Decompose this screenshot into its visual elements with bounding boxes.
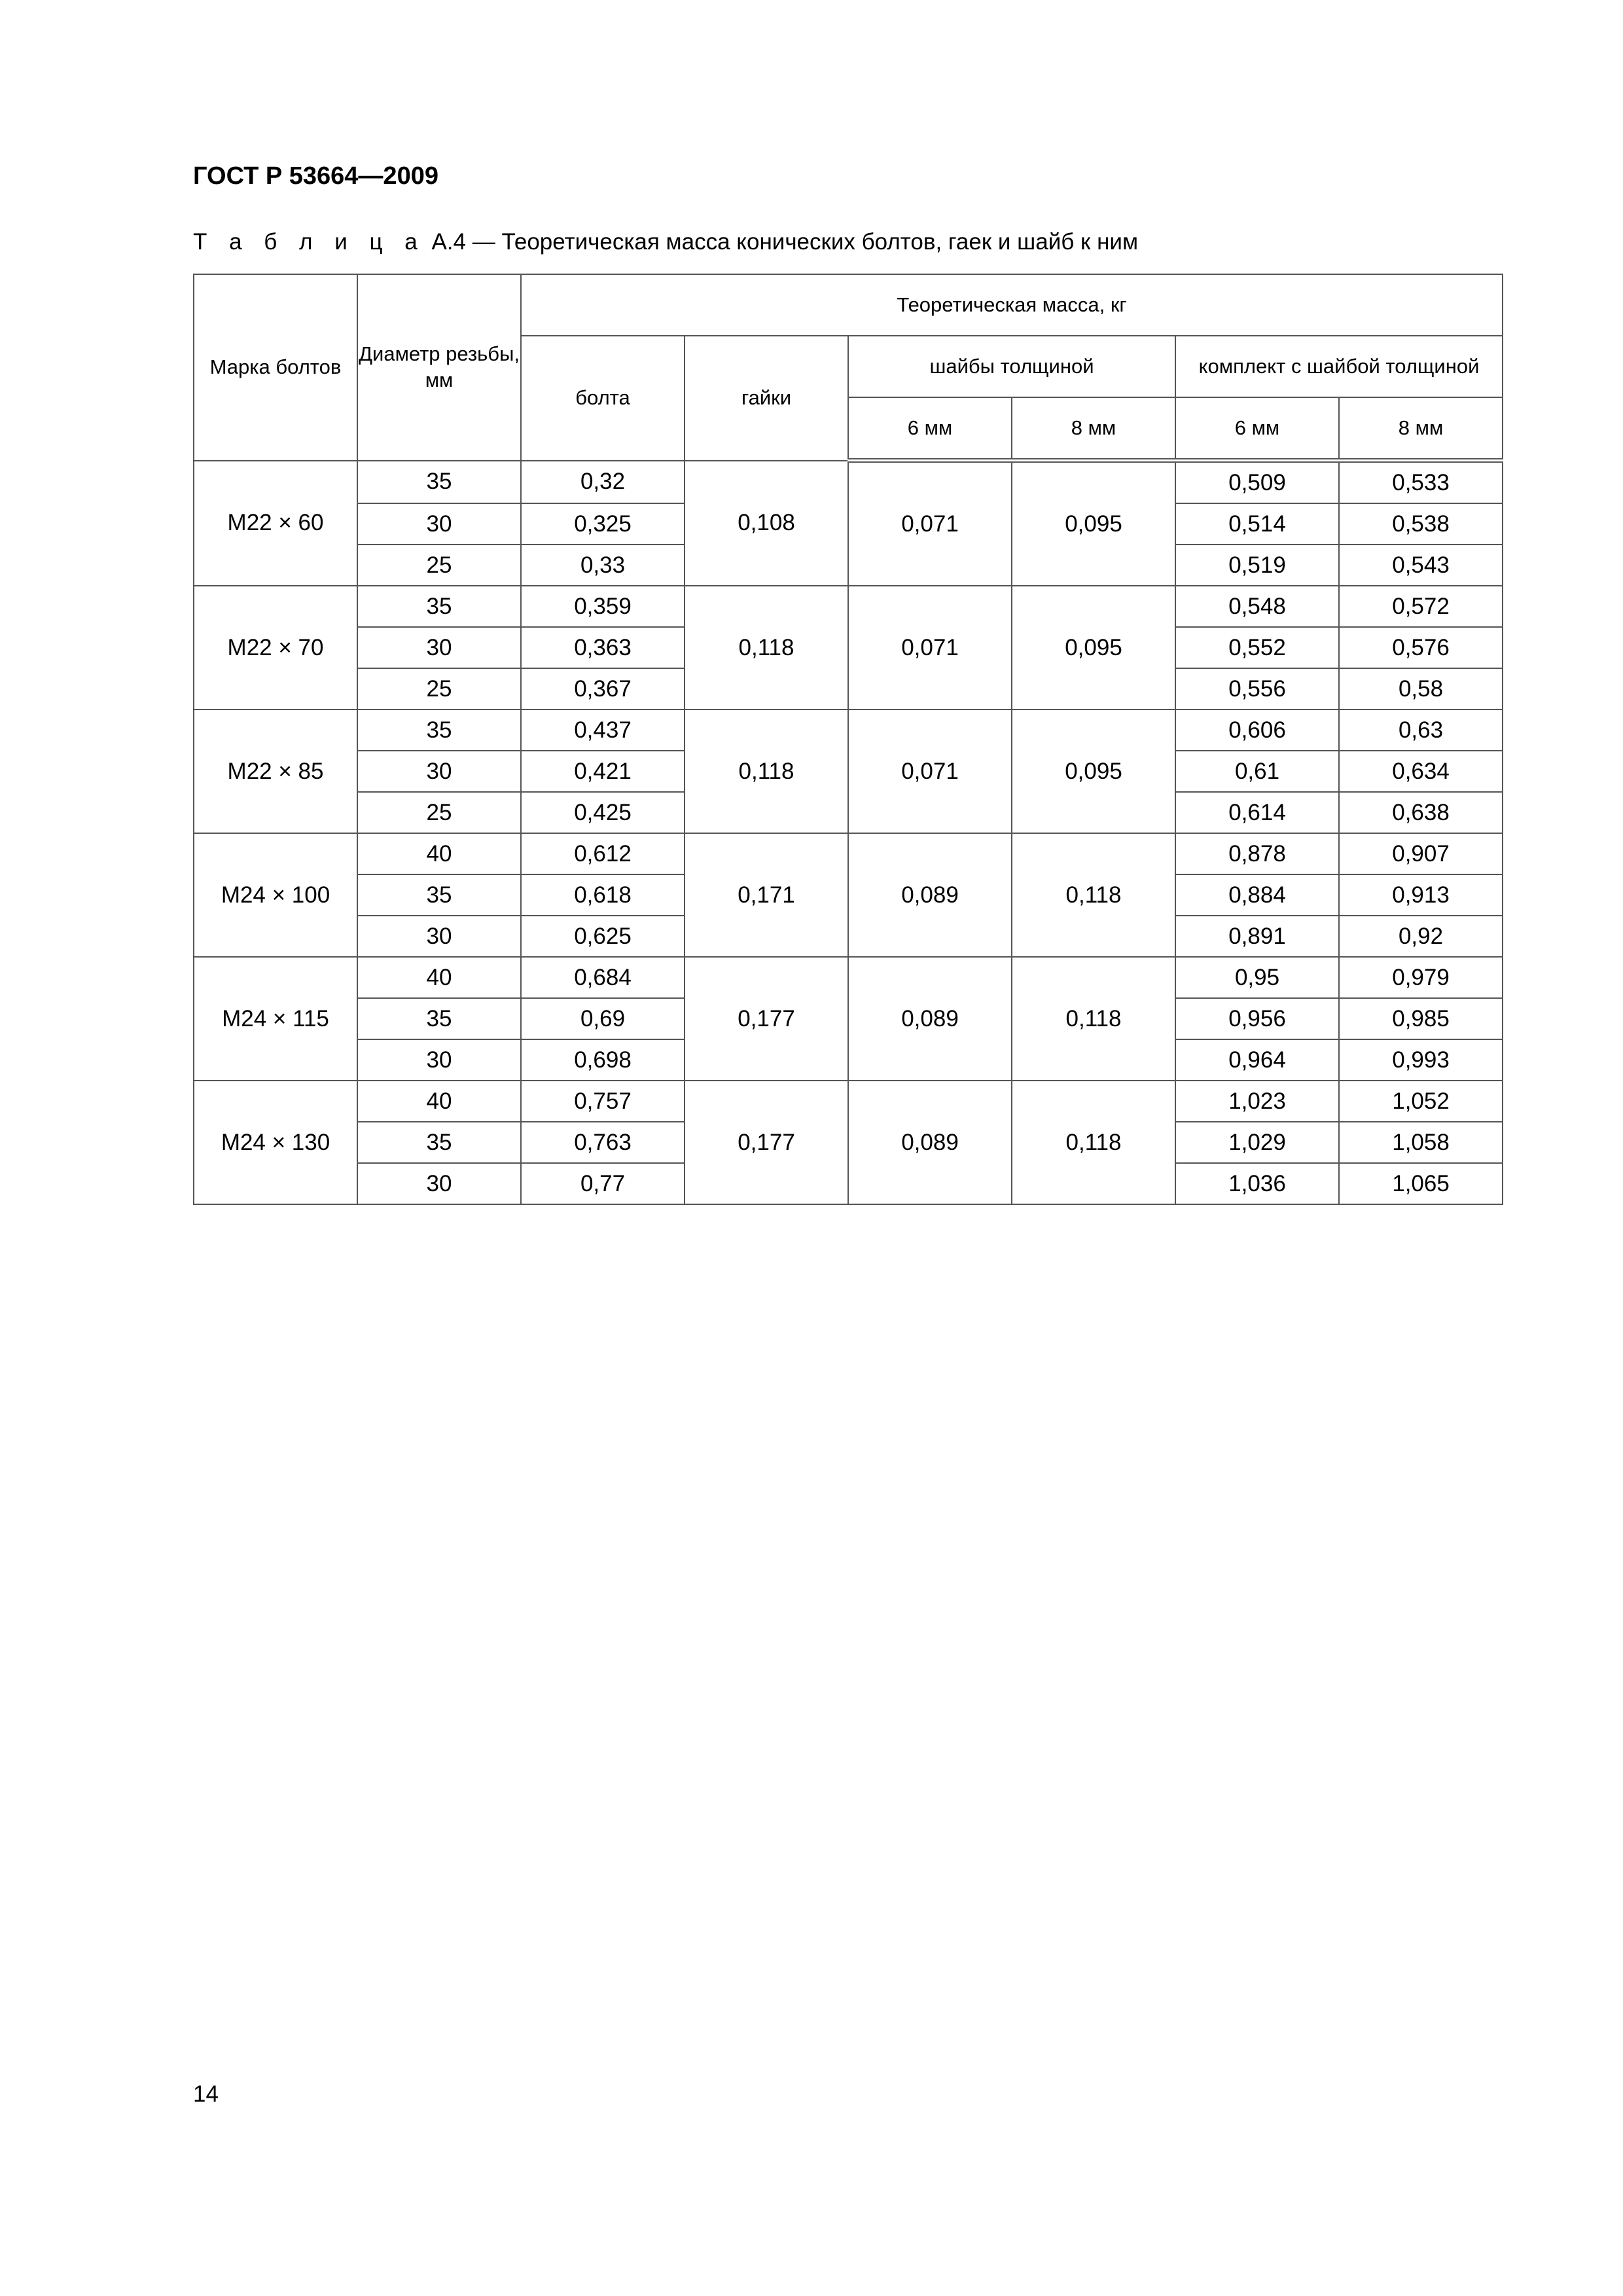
cell-diameter: 35 [357, 1122, 521, 1163]
cell-washer-6mm-mass: 0,089 [848, 833, 1012, 957]
cell-set-6mm-mass: 0,552 [1175, 627, 1339, 668]
cell-diameter: 40 [357, 833, 521, 874]
cell-mark: М22 × 70 [194, 586, 357, 709]
cell-set-6mm-mass: 0,614 [1175, 792, 1339, 833]
cell-bolt-mass: 0,33 [521, 545, 685, 586]
cell-set-8mm-mass: 0,63 [1339, 709, 1503, 751]
cell-bolt-mass: 0,684 [521, 957, 685, 998]
cell-set-8mm-mass: 1,065 [1339, 1163, 1503, 1204]
cell-bolt-mass: 0,363 [521, 627, 685, 668]
cell-nut-mass: 0,177 [685, 957, 848, 1081]
cell-washer-8mm-mass: 0,118 [1012, 957, 1175, 1081]
cell-diameter: 35 [357, 461, 521, 504]
cell-mark: М22 × 85 [194, 709, 357, 833]
cell-bolt-mass: 0,69 [521, 998, 685, 1039]
table-row [194, 709, 1503, 751]
cell-set-8mm-mass: 0,538 [1339, 503, 1503, 545]
cell-set-8mm-mass: 0,572 [1339, 586, 1503, 627]
table-caption-text: А.4 — Теоретическая масса конических болтов, гаек и шайб к ним [425, 229, 1139, 255]
cell-mark: М24 × 115 [194, 957, 357, 1081]
cell-set-6mm-mass: 0,884 [1175, 874, 1339, 916]
cell-diameter: 35 [357, 586, 521, 627]
cell-set-8mm-mass: 1,052 [1339, 1081, 1503, 1122]
cell-diameter: 25 [357, 545, 521, 586]
cell-bolt-mass: 0,359 [521, 586, 685, 627]
cell-set-8mm-mass: 0,92 [1339, 916, 1503, 957]
cell-set-6mm-mass: 0,509 [1175, 461, 1339, 504]
cell-diameter: 35 [357, 709, 521, 751]
table-body [194, 461, 1503, 1205]
cell-set-8mm-mass: 0,533 [1339, 461, 1503, 504]
mass-table [193, 274, 1503, 1205]
cell-set-6mm-mass: 1,023 [1175, 1081, 1339, 1122]
header-mark: Марка болтов [194, 274, 357, 461]
cell-set-6mm-mass: 1,029 [1175, 1122, 1339, 1163]
cell-washer-6mm-mass: 0,071 [848, 461, 1012, 586]
cell-washer-8mm-mass: 0,118 [1012, 833, 1175, 957]
cell-bolt-mass: 0,425 [521, 792, 685, 833]
cell-set-8mm-mass: 0,58 [1339, 668, 1503, 709]
header-nut: гайки [685, 336, 848, 461]
table-header [194, 274, 1503, 461]
header-diameter: Диаметр резьбы, мм [357, 274, 521, 461]
table-caption [193, 229, 1138, 255]
table-row [194, 957, 1503, 998]
cell-bolt-mass: 0,421 [521, 751, 685, 792]
document-code: ГОСТ Р 53664—2009 [193, 162, 438, 190]
header-bolt: болта [521, 336, 685, 461]
cell-washer-6mm-mass: 0,071 [848, 586, 1012, 709]
cell-nut-mass: 0,108 [685, 461, 848, 586]
cell-diameter: 40 [357, 957, 521, 998]
cell-nut-mass: 0,118 [685, 709, 848, 833]
cell-set-6mm-mass: 0,878 [1175, 833, 1339, 874]
cell-mark: М24 × 130 [194, 1081, 357, 1204]
cell-set-6mm-mass: 0,514 [1175, 503, 1339, 545]
header-washer-6mm: 6 мм [848, 397, 1012, 461]
header-theoretical-mass: Теоретическая масса, кг [521, 274, 1503, 336]
cell-bolt-mass: 0,763 [521, 1122, 685, 1163]
cell-set-8mm-mass: 0,543 [1339, 545, 1503, 586]
cell-washer-6mm-mass: 0,089 [848, 957, 1012, 1081]
cell-set-6mm-mass: 0,956 [1175, 998, 1339, 1039]
cell-set-6mm-mass: 0,964 [1175, 1039, 1339, 1081]
cell-diameter: 30 [357, 1039, 521, 1081]
header-set-6mm: 6 мм [1175, 397, 1339, 461]
cell-set-8mm-mass: 0,985 [1339, 998, 1503, 1039]
cell-set-6mm-mass: 0,606 [1175, 709, 1339, 751]
cell-mark: М22 × 60 [194, 461, 357, 586]
cell-diameter: 25 [357, 792, 521, 833]
cell-bolt-mass: 0,618 [521, 874, 685, 916]
cell-bolt-mass: 0,757 [521, 1081, 685, 1122]
cell-bolt-mass: 0,698 [521, 1039, 685, 1081]
cell-set-8mm-mass: 0,907 [1339, 833, 1503, 874]
table-row [194, 833, 1503, 874]
cell-bolt-mass: 0,325 [521, 503, 685, 545]
cell-bolt-mass: 0,32 [521, 461, 685, 504]
header-set-8mm: 8 мм [1339, 397, 1503, 461]
cell-washer-8mm-mass: 0,118 [1012, 1081, 1175, 1204]
cell-nut-mass: 0,118 [685, 586, 848, 709]
header-washers: шайбы толщиной [848, 336, 1175, 397]
cell-nut-mass: 0,171 [685, 833, 848, 957]
cell-diameter: 25 [357, 668, 521, 709]
cell-diameter: 30 [357, 503, 521, 545]
cell-set-8mm-mass: 0,576 [1339, 627, 1503, 668]
cell-set-8mm-mass: 0,638 [1339, 792, 1503, 833]
cell-diameter: 30 [357, 916, 521, 957]
header-washer-8mm: 8 мм [1012, 397, 1175, 461]
cell-set-6mm-mass: 0,95 [1175, 957, 1339, 998]
cell-set-6mm-mass: 0,61 [1175, 751, 1339, 792]
cell-set-8mm-mass: 1,058 [1339, 1122, 1503, 1163]
table-row [194, 461, 1503, 504]
table-row [194, 1081, 1503, 1122]
header-set-with-washer: комплект с шайбой толщиной [1175, 336, 1503, 397]
cell-set-6mm-mass: 0,519 [1175, 545, 1339, 586]
cell-diameter: 30 [357, 627, 521, 668]
cell-washer-6mm-mass: 0,089 [848, 1081, 1012, 1204]
cell-diameter: 40 [357, 1081, 521, 1122]
cell-bolt-mass: 0,437 [521, 709, 685, 751]
cell-bolt-mass: 0,367 [521, 668, 685, 709]
cell-diameter: 35 [357, 998, 521, 1039]
cell-bolt-mass: 0,77 [521, 1163, 685, 1204]
cell-diameter: 35 [357, 874, 521, 916]
cell-set-6mm-mass: 0,548 [1175, 586, 1339, 627]
cell-diameter: 30 [357, 1163, 521, 1204]
table-row [194, 586, 1503, 627]
table-caption-prefix: Т а б л и ц а [193, 229, 425, 255]
cell-washer-8mm-mass: 0,095 [1012, 461, 1175, 586]
cell-set-8mm-mass: 0,993 [1339, 1039, 1503, 1081]
cell-set-8mm-mass: 0,979 [1339, 957, 1503, 998]
cell-set-8mm-mass: 0,913 [1339, 874, 1503, 916]
cell-set-8mm-mass: 0,634 [1339, 751, 1503, 792]
cell-bolt-mass: 0,612 [521, 833, 685, 874]
page-number: 14 [193, 2081, 219, 2107]
cell-washer-8mm-mass: 0,095 [1012, 709, 1175, 833]
cell-diameter: 30 [357, 751, 521, 792]
cell-washer-6mm-mass: 0,071 [848, 709, 1012, 833]
cell-set-6mm-mass: 0,891 [1175, 916, 1339, 957]
cell-set-6mm-mass: 0,556 [1175, 668, 1339, 709]
cell-bolt-mass: 0,625 [521, 916, 685, 957]
cell-mark: М24 × 100 [194, 833, 357, 957]
cell-washer-8mm-mass: 0,095 [1012, 586, 1175, 709]
cell-nut-mass: 0,177 [685, 1081, 848, 1204]
cell-set-6mm-mass: 1,036 [1175, 1163, 1339, 1204]
